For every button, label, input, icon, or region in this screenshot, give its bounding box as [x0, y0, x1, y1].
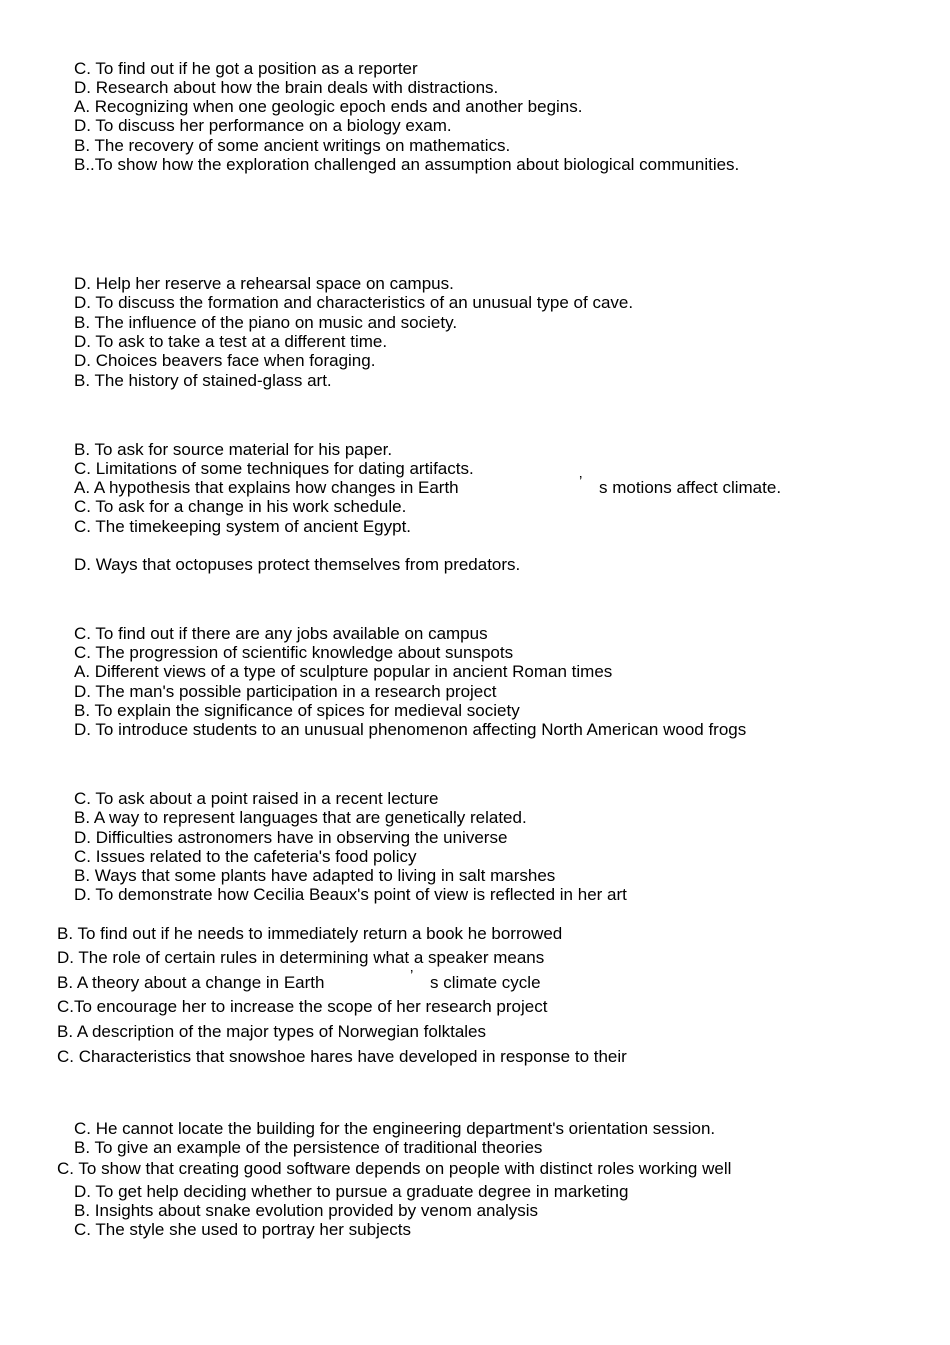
answer-line: B. A way to represent languages that are genetically related.	[74, 808, 527, 827]
answer-line: D. The role of certain rules in determining what a speaker means	[57, 948, 545, 967]
answer-line: B. To explain the significance of spices for medieval society	[74, 701, 520, 720]
answer-line: B. Ways that some plants have adapted to living in salt marshes	[74, 866, 556, 885]
apostrophe-mark: ’	[579, 473, 583, 490]
answer-line-continuation: s motions affect climate.	[599, 478, 782, 497]
answer-line: B. To find out if he needs to immediately return a book he borrowed	[57, 924, 563, 943]
answer-line: C. To ask for a change in his work schedule.	[74, 497, 407, 516]
answer-line: B. Insights about snake evolution provided by venom analysis	[74, 1201, 538, 1220]
answer-line: D. Choices beavers face when foraging.	[74, 351, 376, 370]
answer-line: D. Research about how the brain deals with distractions.	[74, 78, 499, 97]
answer-line: D. To discuss the formation and characteristics of an unusual type of cave.	[74, 293, 634, 312]
answer-line: D. The man's possible participation in a research project	[74, 682, 497, 701]
answer-line: B. The recovery of some ancient writings on mathematics.	[74, 136, 511, 155]
answer-line: D. Difficulties astronomers have in observing the universe	[74, 828, 508, 847]
answer-line: A. A hypothesis that explains how changes in Earth	[74, 478, 459, 497]
answer-line: C. Limitations of some techniques for dating artifacts.	[74, 459, 474, 478]
answer-line: B. To ask for source material for his paper.	[74, 440, 393, 459]
answer-line: D. Help her reserve a rehearsal space on campus.	[74, 274, 454, 293]
answer-line: C. The style she used to portray her subjects	[74, 1220, 412, 1239]
answer-line: C.To encourage her to increase the scope of her research project	[57, 997, 548, 1016]
answer-line: D. To ask to take a test at a different time.	[74, 332, 388, 351]
answer-line: C. To find out if he got a position as a reporter	[74, 59, 418, 78]
answer-line: B. A theory about a change in Earth	[57, 973, 325, 992]
answer-line-continuation: s climate cycle	[430, 973, 541, 992]
answer-line: C. Issues related to the cafeteria's food policy	[74, 847, 417, 866]
answer-line: D. To discuss her performance on a biology exam.	[74, 116, 452, 135]
answer-line: D. To introduce students to an unusual phenomenon affecting North American wood frogs	[74, 720, 747, 739]
answer-line: C. The progression of scientific knowledge about sunspots	[74, 643, 514, 662]
answer-line: C. The timekeeping system of ancient Egypt.	[74, 517, 412, 536]
answer-line: C. To show that creating good software depends on people with distinct roles working well	[57, 1159, 732, 1178]
answer-line: A. Different views of a type of sculpture popular in ancient Roman times	[74, 662, 613, 681]
answer-line: D. Ways that octopuses protect themselves from predators.	[74, 555, 521, 574]
answer-line: C. Characteristics that snowshoe hares have developed in response to their	[57, 1047, 627, 1066]
answer-line: C. To find out if there are any jobs available on campus	[74, 624, 488, 643]
answer-line: B. A description of the major types of Norwegian folktales	[57, 1022, 487, 1041]
answer-line: D. To get help deciding whether to pursue a graduate degree in marketing	[74, 1182, 629, 1201]
answer-line: D. To demonstrate how Cecilia Beaux's point of view is reflected in her art	[74, 885, 627, 904]
answer-line: B. The influence of the piano on music and society.	[74, 313, 458, 332]
answer-line: B. To give an example of the persistence of traditional theories	[74, 1138, 543, 1157]
answer-line: B..To show how the exploration challenged an assumption about biological communities.	[74, 155, 740, 174]
answer-line: A. Recognizing when one geologic epoch ends and another begins.	[74, 97, 583, 116]
answer-line: C. To ask about a point raised in a recent lecture	[74, 789, 439, 808]
apostrophe-mark: ’	[410, 967, 414, 984]
answer-line: B. The history of stained-glass art.	[74, 371, 332, 390]
answer-line: C. He cannot locate the building for the engineering department's orientation session.	[74, 1119, 716, 1138]
